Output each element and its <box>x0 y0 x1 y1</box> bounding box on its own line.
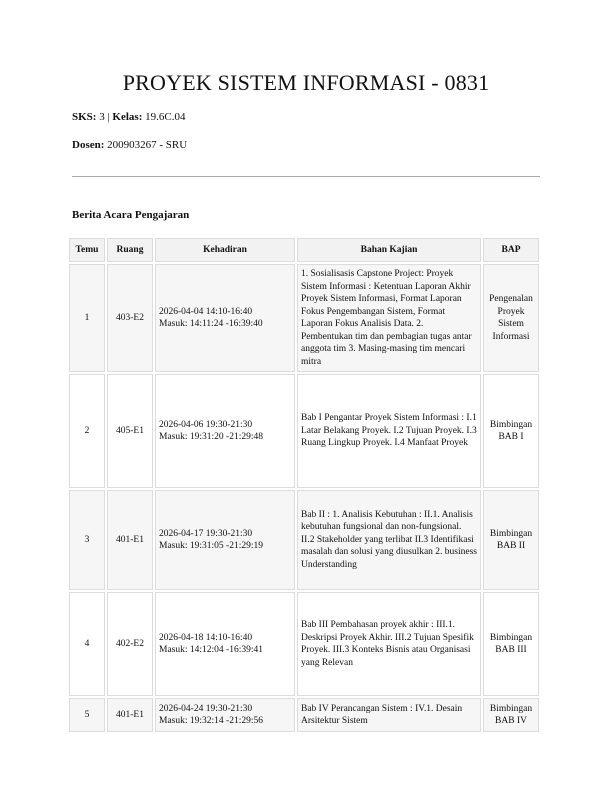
header-bap: BAP <box>483 238 539 262</box>
table-row <box>69 374 539 488</box>
kelas-value: 19.6C.04 <box>145 111 186 123</box>
cell-bap: Bimbingan BAB II <box>483 490 539 590</box>
check-in-time: Masuk: 19:31:20 -21:29:48 <box>159 432 263 442</box>
sks-label: SKS: <box>72 111 97 123</box>
header-temu: Temu <box>69 238 105 262</box>
cell-kehadiran <box>155 374 295 488</box>
cell-ruang: 401-E1 <box>107 490 153 590</box>
schedule-time: 2026-04-04 14:10-16:40 <box>159 306 253 317</box>
cell-ruang: 401-E1 <box>107 698 153 732</box>
dosen-label: Dosen: <box>72 139 105 151</box>
table-row <box>69 264 539 372</box>
cell-temu: 1 <box>69 264 105 372</box>
cell-bap: Bimbingan BAB I <box>483 374 539 488</box>
kelas-label: Kelas: <box>112 111 143 123</box>
cell-bahan-kajian: Bab III Pembahasan proyek akhir : III.1. Deskripsi Proyek Akhir. III.2 Tujuan Spesifik Proyek. III.3 Konteks Bisnis atau Organisasi yang Relevan <box>297 592 481 696</box>
table-row <box>69 490 539 590</box>
schedule-time: 2026-04-06 19:30-21:30 <box>159 419 253 430</box>
check-in-time: Masuk: 14:12:04 -16:39:41 <box>159 645 263 655</box>
cell-temu: 2 <box>69 374 105 488</box>
divider <box>72 176 540 177</box>
cell-ruang: 403-E2 <box>107 264 153 372</box>
cell-kehadiran <box>155 490 295 590</box>
cell-bahan-kajian: Bab II : 1. Analisis Kebutuhan : II.1. Analisis kebutuhan fungsional dan non-fungsional. II.2 Stakeholder yang terlibat II.3 Identifikasi masalah dan solusi yang diusulkan 2. business Understanding <box>297 490 481 590</box>
section-title: Berita Acara Pengajaran <box>72 209 190 221</box>
cell-bap: Pengenalan Proyek Sistem Informasi <box>483 264 539 372</box>
cell-temu: 3 <box>69 490 105 590</box>
sks-value: 3 <box>99 111 105 123</box>
cell-bahan-kajian: Bab I Pengantar Proyek Sistem Informasi : I.1 Latar Belakang Proyek. I.2 Tujuan Proyek. I.3 Ruang Lingkup Proyek. I.4 Manfaat Proyek <box>297 374 481 488</box>
table-row <box>69 698 539 732</box>
header-kehadiran: Kehadiran <box>155 238 295 262</box>
course-meta <box>72 111 185 123</box>
cell-ruang: 402-E2 <box>107 592 153 696</box>
header-bahan-kajian: Bahan Kajian <box>297 238 481 262</box>
lecturer-meta <box>72 139 187 151</box>
page-title: PROYEK SISTEM INFORMASI - 0831 <box>122 70 490 95</box>
schedule-time: 2026-04-17 19:30-21:30 <box>159 528 253 539</box>
cell-bap: Bimbingan BAB IV <box>483 698 539 732</box>
cell-kehadiran <box>155 592 295 696</box>
cell-temu: 4 <box>69 592 105 696</box>
cell-bap: Bimbingan BAB III <box>483 592 539 696</box>
schedule-time: 2026-04-18 14:10-16:40 <box>159 632 253 643</box>
table-row <box>69 592 539 696</box>
teaching-record-table <box>67 236 541 734</box>
check-in-time: Masuk: 19:32:14 -21:29:56 <box>159 716 263 726</box>
table-header-row <box>69 238 539 262</box>
schedule-time: 2026-04-24 19:30-21:30 <box>159 703 253 714</box>
cell-temu: 5 <box>69 698 105 732</box>
cell-kehadiran <box>155 698 295 732</box>
check-in-time: Masuk: 14:11:24 -16:39:40 <box>159 319 263 329</box>
dosen-value: 200903267 - SRU <box>107 139 188 151</box>
cell-bahan-kajian: 1. Sosialisasis Capstone Project: Proyek Sistem Informasi : Ketentuan Laporan Akhir Proyek Sistem Informasi, Format Laporan Fokus Pengembangan Sistem, Format Laporan Fokus Analisis Data. 2. Pembentukan tim dan pembagian tugas antar anggota tim 3. Masing-masing tim mencari mitra <box>297 264 481 372</box>
meta-separator: | <box>107 111 110 123</box>
cell-kehadiran <box>155 264 295 372</box>
check-in-time: Masuk: 19:31:05 -21:29:19 <box>159 541 263 551</box>
header-ruang: Ruang <box>107 238 153 262</box>
cell-ruang: 405-E1 <box>107 374 153 488</box>
cell-bahan-kajian: Bab IV Perancangan Sistem : IV.1. Desain Arsitektur Sistem <box>297 698 481 732</box>
